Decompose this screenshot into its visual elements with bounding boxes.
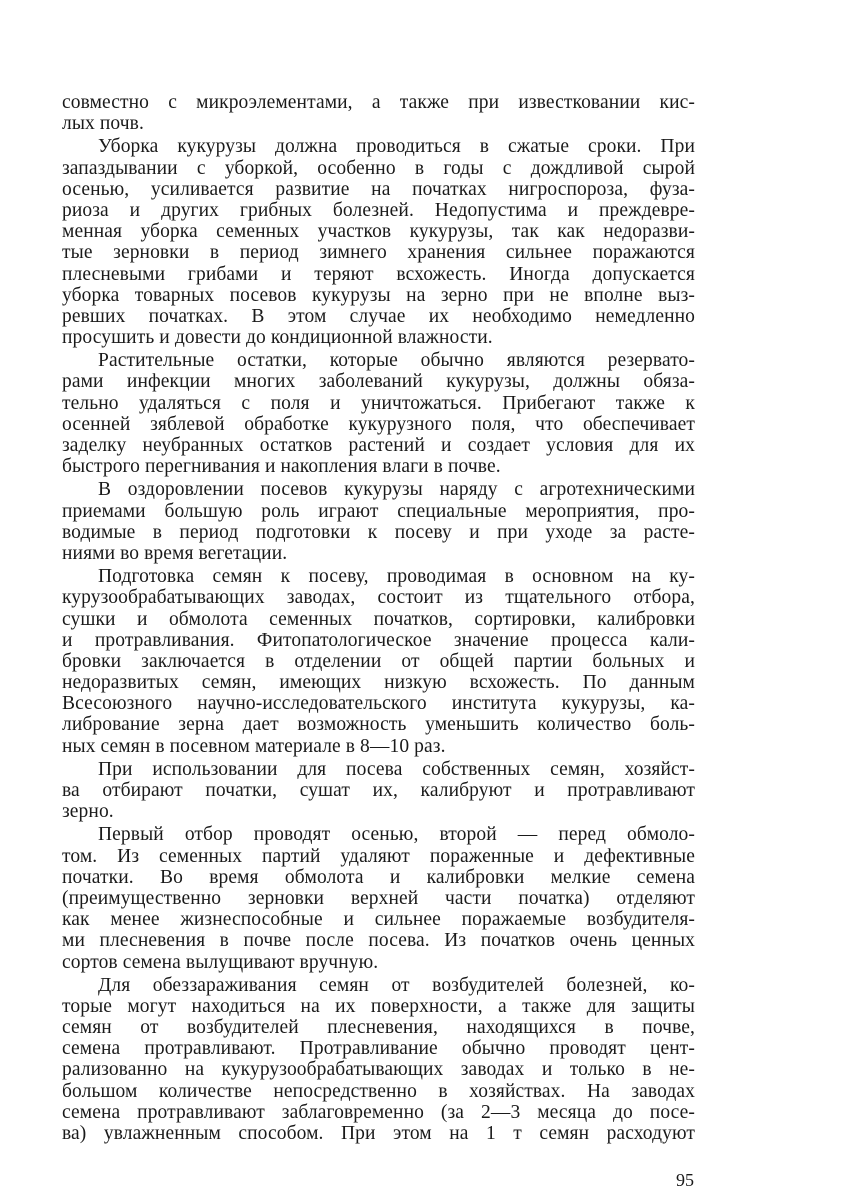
text-line: ва отбирают початки, сушат их, калибруют и протравливают <box>62 780 695 801</box>
text-line: ва) увлажненным способом. При этом на 1 т семян расходуют <box>62 1123 695 1144</box>
text-line: При использовании для посева собственных семян, хозяйст- <box>98 758 695 780</box>
paragraph <box>62 136 695 348</box>
text-line: зерно. <box>62 801 114 823</box>
text-line: Подготовка семян к посеву, проводимая в основном на ку- <box>98 566 695 588</box>
text-line: курузообрабатывающих заводах, состоит из тщательного отбора, <box>62 587 695 609</box>
text-line: ревших початках. В этом случае их необходимо немедленно <box>62 305 695 327</box>
text-line: тельно удаляться с поля и уничтожаться. Прибегают также к <box>62 392 695 414</box>
text-line: сушки и обмолота семенных початков, сортировки, калибровки <box>62 608 695 630</box>
page-number: 95 <box>676 1170 694 1190</box>
text-line: осенней зяблевой обработке кукурузного поля, что обеспечивает <box>62 413 695 435</box>
text-line: Для обеззараживания семян от возбудителей болезней, ко- <box>98 974 695 996</box>
text-line: совместно с микроэлементами, а также при известковании кис- <box>62 92 695 113</box>
text-line: Всесоюзного научно-исследовательского института кукурузы, ка- <box>62 693 695 715</box>
text-line: менная уборка семенных участков кукурузы, так как недоразви- <box>62 221 695 243</box>
text-line: водимые в период подготовки к посеву и при уходе за расте- <box>62 521 695 543</box>
text-line: либрование зерна дает возможность уменьшить количество боль- <box>62 714 695 736</box>
paragraph <box>62 350 695 477</box>
text-line: Растительные остатки, которые обычно являются резервато- <box>98 350 695 372</box>
text-line: запаздывании с уборкой, особенно в годы с дождливой сырой <box>62 157 695 179</box>
text-line: В оздоровлении посевов кукурузы наряду с агротехническими <box>98 479 695 501</box>
text-line: семена протравливают. Протравливание обычно проводят цент- <box>62 1038 695 1060</box>
text-line: початки. Во время обмолота и калибровки мелкие семена <box>62 866 695 888</box>
text-line: Первый отбор проводят осенью, второй — перед обмоло- <box>98 824 695 846</box>
document-page <box>62 92 695 1146</box>
text-line: лых почв. <box>62 113 144 135</box>
text-line: том. Из семенных партий удаляют пораженные и дефективные <box>62 845 695 867</box>
text-line: Уборка кукурузы должна проводиться в сжатые сроки. При <box>98 136 695 158</box>
text-line: быстрого перегнивания и накопления влаги в почве. <box>62 456 501 478</box>
text-line: ми плесневения в почве после посева. Из початков очень ценных <box>62 930 695 952</box>
text-line: бровки заключается в отделении от общей партии больных и <box>62 650 695 672</box>
text-line: рализованно на кукурузообрабатывающих заводах и только в не- <box>62 1059 695 1081</box>
text-line: семена протравливают заблаговременно (за 2—3 месяца до посе- <box>62 1101 695 1123</box>
paragraph <box>62 975 695 1145</box>
paragraph <box>62 759 695 823</box>
text-line: торые могут находиться на их поверхности, а также для защиты <box>62 995 695 1017</box>
text-line: семян от возбудителей плесневения, находящихся в почве, <box>62 1017 695 1039</box>
text-line: большом количестве непосредственно в хозяйствах. На заводах <box>62 1080 695 1102</box>
paragraph <box>62 824 695 972</box>
text-line: плесневыми грибами и теряют всхожесть. Иногда допускается <box>62 263 695 285</box>
text-line: рами инфекции многих заболеваний кукурузы, должны обяза- <box>62 371 695 393</box>
text-line: тые зерновки в период зимнего хранения сильнее поражаются <box>62 242 695 264</box>
paragraph <box>62 479 695 564</box>
text-line: сортов семена вылущивают вручную. <box>62 951 379 973</box>
text-line: уборка товарных посевов кукурузы на зерно при не вполне выз- <box>62 284 695 306</box>
text-line: осенью, усиливается развитие на початках нигроспороза, фуза- <box>62 178 695 200</box>
paragraph <box>62 92 695 134</box>
text-line: и протравливания. Фитопатологическое значение процесса кали- <box>62 629 695 651</box>
text-line: заделку неубранных остатков растений и создает условия для их <box>62 435 695 456</box>
text-line: (преимущественно зерновки верхней части початка) отделяют <box>62 887 695 909</box>
text-line: недоразвитых семян, имеющих низкую всхожесть. По данным <box>62 672 695 694</box>
text-line: просушить и довести до кондиционной влажности. <box>62 327 493 349</box>
text-line: как менее жизнеспособные и сильнее поражаемые возбудителя- <box>62 909 695 931</box>
paragraph <box>62 566 695 757</box>
text-line: риоза и других грибных болезней. Недопустима и преждевре- <box>62 199 695 221</box>
text-line: ных семян в посевном материале в 8—10 раз. <box>62 735 446 757</box>
text-line: приемами большую роль играют специальные мероприятия, про- <box>62 500 695 522</box>
text-line: ниями во время вегетации. <box>62 542 288 564</box>
